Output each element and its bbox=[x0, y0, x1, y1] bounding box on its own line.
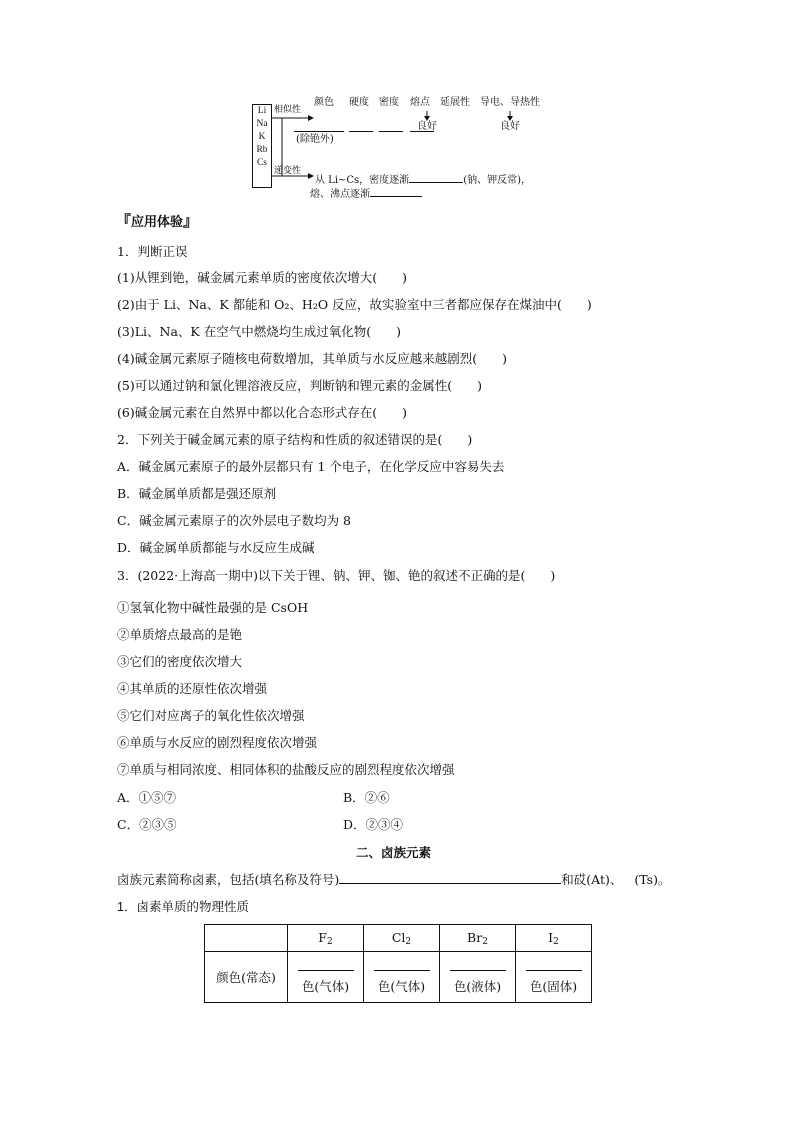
q3-option-c: C．②③⑤ bbox=[117, 817, 177, 832]
q1-item-6: (6)碱金属元素在自然界中都以化合态形式存在( ) bbox=[117, 405, 407, 420]
element-k: K bbox=[258, 132, 266, 142]
blank-melting-trend[interactable] bbox=[370, 185, 422, 197]
prop-conductivity: 导电、导热性 bbox=[480, 97, 540, 108]
gradient-label: 递变性 bbox=[274, 166, 302, 176]
table-row-color bbox=[205, 952, 592, 1003]
element-rb: Rb bbox=[256, 145, 268, 155]
halogen-subtitle: 1．卤素单质的物理性质 bbox=[117, 900, 249, 914]
table-cell-br2[interactable]: 色(液体) bbox=[440, 952, 516, 1003]
q2-option-b: B．碱金属单质都是强还原剂 bbox=[117, 486, 277, 501]
element-li: Li bbox=[257, 106, 267, 116]
q2-option-c: C．碱金属元素原子的次外层电子数均为 8 bbox=[117, 513, 351, 528]
prop-density: 密度 bbox=[379, 97, 399, 108]
table-cell-f2[interactable]: 色(气体) bbox=[288, 952, 364, 1003]
q3-statement-4: ④其单质的还原性依次增强 bbox=[117, 681, 268, 696]
blank-halogen-names[interactable] bbox=[339, 872, 561, 884]
blank-hardness[interactable] bbox=[349, 120, 373, 132]
table-header-row bbox=[205, 925, 592, 952]
halogen-heading: 二、卤族元素 bbox=[356, 846, 432, 860]
halogen-intro: 卤族元素简称卤素，包括(填名称及符号) 和砹(At)、 (Ts)。 bbox=[117, 872, 671, 887]
q3-statement-5: ⑤它们对应离子的氧化性依次增强 bbox=[117, 708, 305, 723]
q3-statement-6: ⑥单质与水反应的剧烈程度依次增强 bbox=[117, 735, 318, 750]
element-cs: Cs bbox=[256, 158, 268, 168]
q2-option-a: A．碱金属元素原子的最外层都只有 1 个电子，在化学反应中容易失去 bbox=[117, 459, 505, 474]
q3-statement-3: ③它们的密度依次增大 bbox=[117, 654, 243, 669]
alkali-metal-diagram bbox=[252, 92, 572, 204]
q1-item-5: (5)可以通过钠和氯化锂溶液反应，判断钠和锂元素的金属性( ) bbox=[117, 378, 482, 393]
good-conductivity: 良好 bbox=[500, 121, 520, 132]
q2-option-d: D．碱金属单质都能与水反应生成碱 bbox=[117, 540, 315, 555]
table-header-i2: $I_2$ bbox=[516, 925, 592, 952]
q2-title: 2．下列关于碱金属元素的原子结构和性质的叙述错误的是( ) bbox=[117, 432, 473, 447]
q3-statement-2: ②单质熔点最高的是铯 bbox=[117, 627, 243, 642]
prop-melting-point: 熔点 bbox=[410, 97, 430, 108]
table-header-br2: $Br_2$ bbox=[440, 925, 516, 952]
q3-option-d: D．②③④ bbox=[343, 817, 404, 832]
q1-item-3: (3)Li、Na、K 在空气中燃烧均生成过氧化物( ) bbox=[117, 324, 401, 339]
q3-statement-1: ①氢氧化物中碱性最强的是 CsOH bbox=[117, 600, 309, 615]
halogen-property-table bbox=[204, 924, 592, 1003]
similarity-label: 相似性 bbox=[274, 105, 302, 115]
blank-ts-name[interactable] bbox=[622, 873, 634, 884]
prop-ductility: 延展性 bbox=[440, 97, 470, 108]
prop-hardness: 硬度 bbox=[349, 97, 369, 108]
q3-option-a: A．①⑤⑦ bbox=[117, 790, 177, 805]
element-na: Na bbox=[256, 119, 268, 129]
blank-color[interactable] bbox=[294, 120, 344, 132]
table-header-cl2: $Cl_2$ bbox=[364, 925, 440, 952]
prop-color: 颜色 bbox=[314, 97, 334, 108]
section-title: 『应用体验』 bbox=[116, 213, 199, 230]
q1-title: 1．判断正误 bbox=[117, 244, 188, 259]
table-corner-cell bbox=[205, 925, 288, 952]
q1-item-4: (4)碱金属元素原子随核电荷数增加，其单质与水反应越来越剧烈( ) bbox=[117, 351, 507, 366]
good-ductility: 良好 bbox=[417, 121, 437, 132]
blank-density-trend[interactable] bbox=[409, 171, 463, 183]
blank-density[interactable] bbox=[379, 120, 403, 132]
q3-statement-7: ⑦单质与相同浓度、相同体积的盐酸反应的剧烈程度依次增强 bbox=[117, 762, 455, 777]
table-row-label: 颜色(常态) bbox=[205, 952, 288, 1003]
q3-title: 3．(2022·上海高一期中)以下关于锂、钠、钾、铷、铯的叙述不正确的是( ) bbox=[117, 568, 556, 583]
q3-option-b: B．②⑥ bbox=[343, 790, 390, 805]
table-cell-cl2[interactable]: 色(气体) bbox=[364, 952, 440, 1003]
table-header-f2: $F_2$ bbox=[288, 925, 364, 952]
q1-item-1: (1)从锂到铯，碱金属元素单质的密度依次增大( ) bbox=[117, 270, 407, 285]
q1-item-2: (2)由于 Li、Na、K 都能和 O₂、H₂O 反应，故实验室中三者都应保存在煤油中( ) bbox=[117, 297, 592, 312]
gradient-line2: 熔、沸点逐渐 bbox=[310, 185, 422, 201]
color-note: (除铯外) bbox=[296, 134, 334, 145]
table-cell-i2[interactable]: 色(固体) bbox=[516, 952, 592, 1003]
gradient-line1: 从 Li~Cs，密度逐渐 (钠、钾反常)， bbox=[315, 171, 531, 187]
